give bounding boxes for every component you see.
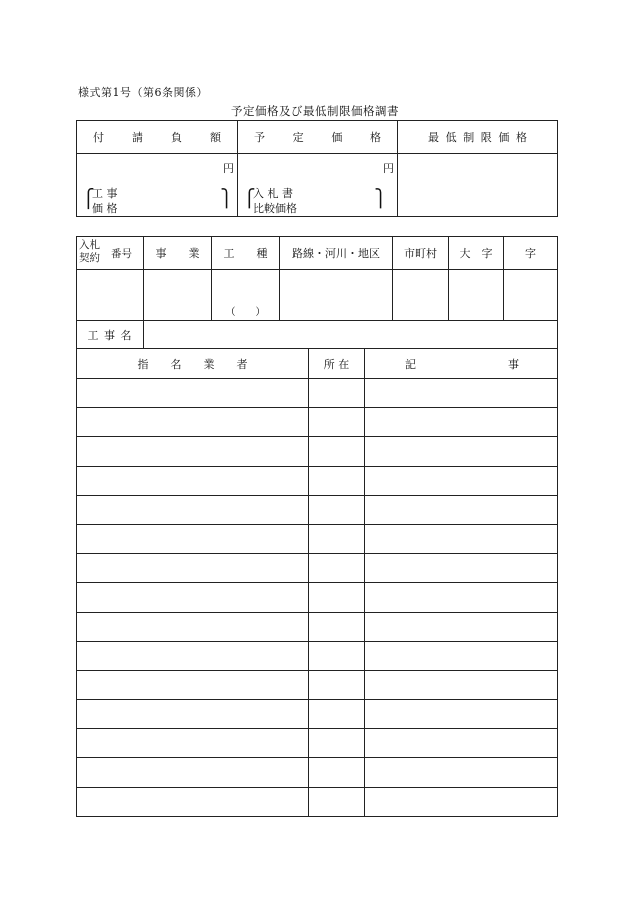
remarks-cell xyxy=(365,524,558,553)
location-cell xyxy=(309,466,365,495)
table-row xyxy=(77,524,558,553)
city-cell xyxy=(393,270,449,321)
minimum-price-cell xyxy=(398,154,558,217)
remarks-cell xyxy=(365,641,558,670)
table-row xyxy=(77,495,558,524)
contract-amount-header: 付請負額 xyxy=(77,121,238,154)
left-bracket-icon: ⎧ xyxy=(243,189,256,209)
contractor-cell xyxy=(77,437,309,466)
remarks-cell xyxy=(365,729,558,758)
detail-table xyxy=(76,236,558,349)
table-row xyxy=(77,554,558,583)
contractor-cell xyxy=(77,641,309,670)
planned-price-header: 予定価格 xyxy=(238,121,398,154)
contract-amount-cell xyxy=(77,154,238,217)
table-row xyxy=(77,583,558,612)
minimum-price-header: 最低制限価格 xyxy=(398,121,558,154)
remarks-cell xyxy=(365,437,558,466)
bid-number-header: 入札 契約 番号 xyxy=(77,237,144,270)
remarks-cell xyxy=(365,583,558,612)
contractor-cell xyxy=(77,700,309,729)
remarks-cell xyxy=(365,379,558,408)
contractor-cell xyxy=(77,524,309,553)
contractor-cell xyxy=(77,379,309,408)
left-bracket-icon: ⎧ xyxy=(82,188,95,210)
remarks-cell xyxy=(365,670,558,699)
note-line1: 入 札 書 xyxy=(253,187,293,200)
work-name-label: 工 事 名 xyxy=(77,321,144,349)
note-line2: 価 格 xyxy=(92,202,118,215)
table-row xyxy=(77,729,558,758)
location-cell xyxy=(309,379,365,408)
location-cell xyxy=(309,583,365,612)
remarks-cell xyxy=(365,466,558,495)
remarks-cell xyxy=(365,758,558,787)
location-cell xyxy=(309,758,365,787)
right-bracket-icon: ⎫ xyxy=(220,189,233,209)
remarks-cell xyxy=(365,408,558,437)
aza-header: 字 xyxy=(504,237,558,270)
remarks-cell xyxy=(365,700,558,729)
work-name-cell xyxy=(144,321,558,349)
location-cell xyxy=(309,554,365,583)
bid-number-cell xyxy=(77,270,144,321)
city-header: 市町村 xyxy=(393,237,449,270)
table-row xyxy=(77,379,558,408)
remarks-header: 記 事 xyxy=(365,349,558,379)
contractor-cell xyxy=(77,758,309,787)
location-cell xyxy=(309,729,365,758)
table-row xyxy=(77,408,558,437)
work-type-cell xyxy=(212,270,280,321)
location-cell xyxy=(309,787,365,816)
location-cell xyxy=(309,612,365,641)
location-cell xyxy=(309,437,365,466)
right-bracket-icon: ⎫ xyxy=(374,189,387,209)
contractor-table xyxy=(76,348,558,817)
planned-price-cell xyxy=(238,154,398,217)
document-title: 予定価格及び最低制限価格調書 xyxy=(231,104,399,118)
contractor-cell xyxy=(77,408,309,437)
table-row xyxy=(77,612,558,641)
table-row xyxy=(77,700,558,729)
route-cell xyxy=(280,270,393,321)
remarks-cell xyxy=(365,554,558,583)
oaza-cell xyxy=(449,270,504,321)
location-cell xyxy=(309,495,365,524)
remarks-cell xyxy=(365,787,558,816)
location-cell xyxy=(309,408,365,437)
location-cell xyxy=(309,700,365,729)
project-header: 事 業 xyxy=(144,237,212,270)
yen-unit: 円 xyxy=(383,162,394,175)
aza-cell xyxy=(504,270,558,321)
location-cell xyxy=(309,670,365,699)
table-row xyxy=(77,758,558,787)
table-row xyxy=(77,437,558,466)
yen-unit: 円 xyxy=(223,162,234,175)
table-row xyxy=(77,670,558,699)
route-header: 路線・河川・地区 xyxy=(280,237,393,270)
note-line2: 比較価格 xyxy=(253,202,297,215)
contractor-cell xyxy=(77,554,309,583)
location-header: 所 在 xyxy=(309,349,365,379)
location-cell xyxy=(309,641,365,670)
table-row xyxy=(77,787,558,816)
form-number-label: 様式第1号（第6条関係） xyxy=(78,86,208,99)
price-table xyxy=(76,120,558,217)
contractor-cell xyxy=(77,729,309,758)
location-cell xyxy=(309,524,365,553)
remarks-cell xyxy=(365,495,558,524)
contractor-header: 指 名 業 者 xyxy=(77,349,309,379)
contractor-cell xyxy=(77,495,309,524)
work-type-header: 工 種 xyxy=(212,237,280,270)
contractor-cell xyxy=(77,787,309,816)
work-type-paren: （ ） xyxy=(225,307,266,318)
contractor-cell xyxy=(77,466,309,495)
project-cell xyxy=(144,270,212,321)
table-row xyxy=(77,641,558,670)
contractor-cell xyxy=(77,612,309,641)
contractor-cell xyxy=(77,583,309,612)
table-row xyxy=(77,466,558,495)
oaza-header: 大 字 xyxy=(449,237,504,270)
note-line1: 工 事 xyxy=(92,187,118,200)
contractor-cell xyxy=(77,670,309,699)
remarks-cell xyxy=(365,612,558,641)
